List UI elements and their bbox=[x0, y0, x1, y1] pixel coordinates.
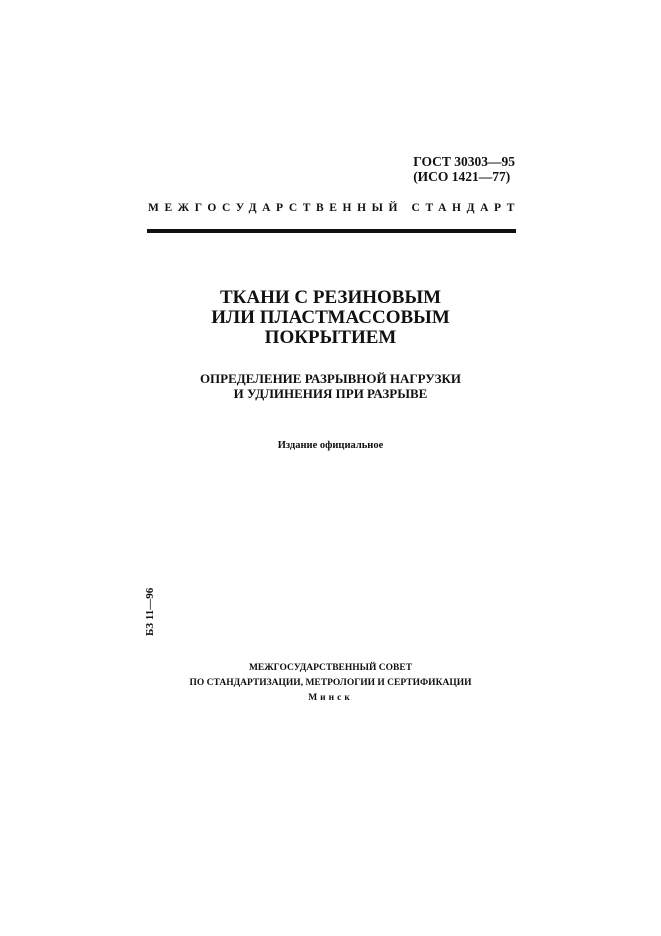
header-rule bbox=[147, 229, 516, 233]
subtitle-line: И УДЛИНЕНИЯ ПРИ РАЗРЫВЕ bbox=[233, 386, 428, 401]
publisher-block bbox=[100, 661, 561, 706]
publisher-line: ПО СТАНДАРТИЗАЦИИ, МЕТРОЛОГИИ И СЕРТИФИКАЦИИ bbox=[189, 678, 472, 688]
gost-code: ГОСТ 30303—95 bbox=[413, 154, 515, 169]
title-line: ИЛИ ПЛАСТМАССОВЫМ bbox=[211, 307, 450, 328]
standard-codes bbox=[413, 154, 515, 184]
edition-note: Издание официальное bbox=[277, 440, 384, 451]
publisher-city: Минск bbox=[308, 693, 353, 703]
subtitle-line: ОПРЕДЕЛЕНИЕ РАЗРЫВНОЙ НАГРУЗКИ bbox=[199, 371, 462, 386]
publisher-line: МЕЖГОСУДАРСТВЕННЫЙ СОВЕТ bbox=[248, 663, 413, 673]
document-title bbox=[100, 288, 561, 348]
title-line: ТКАНИ С РЕЗИНОВЫМ bbox=[219, 287, 442, 308]
document-subtitle bbox=[100, 371, 561, 401]
title-line: ПОКРЫТИЕМ bbox=[264, 327, 397, 348]
side-code: БЗ 11—96 bbox=[144, 587, 156, 636]
standard-type: МЕЖГОСУДАРСТВЕННЫЙ СТАНДАРТ bbox=[148, 202, 521, 214]
iso-code: (ИСО 1421—77) bbox=[413, 169, 511, 184]
